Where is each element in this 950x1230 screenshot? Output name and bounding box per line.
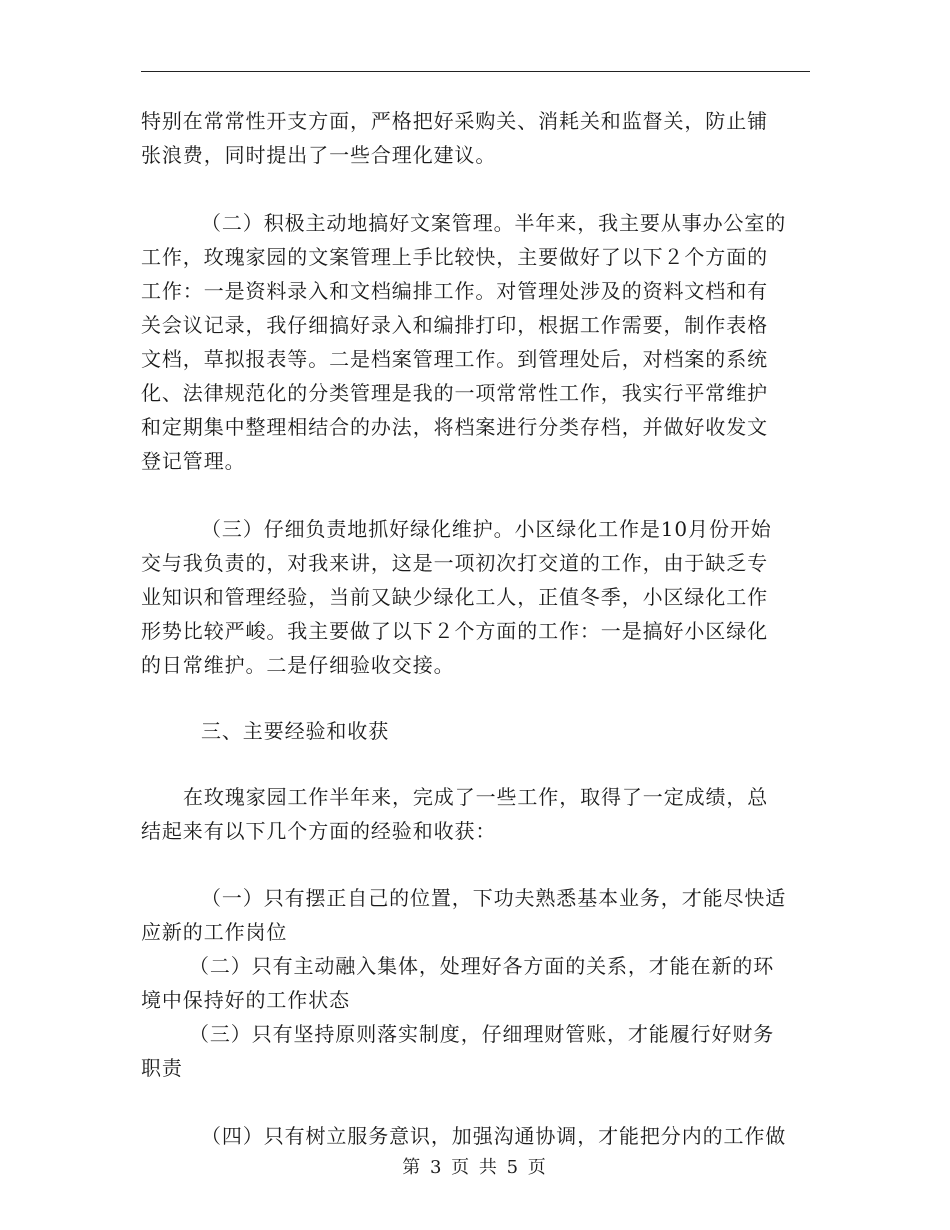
paragraph-document-management <box>141 206 821 478</box>
text-line: （三）仔细负责地抓好绿化维护。小区绿化工作是10月份开始 <box>201 517 772 541</box>
paragraph-greening-maintenance <box>141 512 821 682</box>
text-line: 在玫瑰家园工作半年来，完成了一些工作，取得了一定成绩，总 <box>183 785 769 809</box>
text-line: 文档，草拟报表等。二是档案管理工作。到管理处后，对档案的系统 <box>141 347 768 371</box>
text-line: 登记管理。 <box>141 449 246 473</box>
text-line: 职责 <box>141 1056 183 1080</box>
text-line: 化、法律规范化的分类管理是我的一项常常性工作，我实行平常维护 <box>141 381 768 405</box>
section-heading <box>141 714 821 748</box>
text-line: 业知识和管理经验，当前又缺少绿化工人，正值冬季，小区绿化工作 <box>141 585 768 609</box>
paragraph-intro <box>141 780 821 848</box>
text-line: 张浪费，同时提出了一些合理化建议。 <box>141 143 497 167</box>
lesson-item-1 <box>141 881 821 949</box>
text-line: 特别在常常性开支方面，严格把好采购关、消耗关和监督关，防止铺 <box>141 109 768 133</box>
text-line: 结起来有以下几个方面的经验和收获： <box>141 819 497 843</box>
paragraph-expense-control <box>141 104 821 172</box>
text-line: 工作：一是资料录入和文档编排工作。对管理处涉及的资料文档和有 <box>141 279 768 303</box>
document-body <box>141 104 821 1153</box>
text-line: 和定期集中整理相结合的办法，将档案进行分类存档，并做好收发文 <box>141 415 768 439</box>
text-line: 工作，玫瑰家园的文案管理上手比较快，主要做好了以下２个方面的 <box>141 245 768 269</box>
text-line: 交与我负责的，对我来讲，这是一项初次打交道的工作，由于缺乏专 <box>141 551 768 575</box>
lesson-item-2 <box>141 949 821 1017</box>
text-line: （四）只有树立服务意识，加强沟通协调，才能把分内的工作做 <box>201 1124 787 1148</box>
page-number-footer: 第 3 页 共 5 页 <box>402 1157 548 1178</box>
header-rule <box>141 71 810 72</box>
section-heading-text: 三、主要经验和收获 <box>201 719 390 743</box>
text-line: （一）只有摆正自己的位置，下功夫熟悉基本业务，才能尽快适 <box>201 886 787 910</box>
text-line: （二）只有主动融入集体，处理好各方面的关系，才能在新的环 <box>189 954 775 978</box>
text-line: 形势比较严峻。我主要做了以下２个方面的工作：一是搞好小区绿化 <box>141 619 768 643</box>
text-line: 的日常维护。二是仔细验收交接。 <box>141 653 455 677</box>
text-line: （三）只有坚持原则落实制度，仔细理财管账，才能履行好财务 <box>189 1022 775 1046</box>
lesson-item-4 <box>141 1119 821 1153</box>
lesson-item-3 <box>141 1017 821 1085</box>
text-line: （二）积极主动地搞好文案管理。半年来，我主要从事办公室的 <box>201 211 787 235</box>
text-line: 应新的工作岗位 <box>141 920 288 944</box>
text-line: 关会议记录，我仔细搞好录入和编排打印，根据工作需要，制作表格 <box>141 313 768 337</box>
text-line: 境中保持好的工作状态 <box>141 988 350 1012</box>
